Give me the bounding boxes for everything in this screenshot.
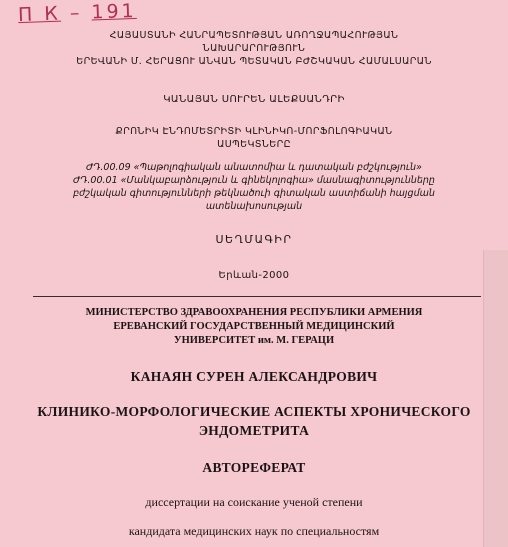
armenian-title-line2: ԱՍՊԵԿՏՆԵՐԸ xyxy=(217,139,291,150)
handwritten-catalog-code xyxy=(18,0,137,26)
armenian-title-line1: ՔՐՈՆԻԿ ԷՆԴՈՄԵՏՐԻՏԻ ԿԼԻՆԻԿՈ-ՄՈՐՖՈԼՈԳԻԱԿԱՆ xyxy=(115,126,393,137)
russian-title-line2: ЭНДОМЕТРИТА xyxy=(198,423,310,438)
armenian-ministry-line1: ՀԱՅԱՍՏԱՆԻ ՀԱՆՐԱՊԵՏՈՒԹՅԱՆ ԱՌՈՂՋԱՊԱՀՈՒԹՅԱՆ xyxy=(109,30,399,41)
handwritten-number: 191 xyxy=(91,0,138,24)
handwritten-prefix: П К xyxy=(17,2,62,27)
russian-ministry: МИНИСТЕРСТВО ЗДРАВООХРАНЕНИЯ РЕСПУБЛИКИ АРМЕНИЯ xyxy=(85,307,423,318)
armenian-abstract-label: ՍԵՂՄԱԳԻՐ xyxy=(215,233,293,246)
russian-dissertation-line: диссертации на соискание ученой степени xyxy=(145,495,363,509)
russian-author-name: КАНАЯН СУРЕН АЛЕКСАНДРОВИЧ xyxy=(130,369,378,384)
armenian-city-year: Երևան-2000 xyxy=(218,270,290,281)
armenian-specialty-line3: բժշկական գիտությունների թեկնածուի գիտական աստիճանի հայցման xyxy=(73,188,435,199)
russian-university-line1: ЕРЕВАНСКИЙ ГОСУДАРСТВЕННЫЙ МЕДИЦИНСКИЙ xyxy=(113,321,395,332)
armenian-university: ԵՐԵՎԱՆԻ Մ. ՀԵՐԱՑՈՒ ԱՆՎԱՆ ՊԵՏԱԿԱՆ ԲԺՇԿԱԿԱՆ ՀԱՄԱԼՍԱՐԱՆ xyxy=(76,56,432,67)
russian-abstract-label: АВТОРЕФЕРАТ xyxy=(202,460,306,475)
russian-degree-line: кандидата медицинских наук по специальностям xyxy=(128,524,380,538)
section-divider xyxy=(33,296,481,297)
armenian-specialty-line1: ԺԴ.00.09 «Պաթոլոգիական անատոմիա և դատական բժշկություն» xyxy=(86,162,422,173)
russian-university-line2: УНИВЕРСИТЕТ им. М. ГЕРАЦИ xyxy=(173,335,335,346)
armenian-author-name: ԿԱՆԱՅԱՆ ՍՈՒՐԵՆ ԱԼԵՔՍԱՆԴՐԻ xyxy=(163,94,345,105)
armenian-specialty-line4: ատենախոսության xyxy=(205,201,303,212)
armenian-ministry-line2: ՆԱԽԱՐԱՐՈՒԹՅՈՒՆ xyxy=(202,43,306,54)
russian-title-line1: КЛИНИКО-МОРФОЛОГИЧЕСКИЕ АСПЕКТЫ ХРОНИЧЕСКОГО xyxy=(37,404,471,419)
armenian-specialty-line2: ԺԴ.00.01 «Մանկաբարձություն և գինեկոլոգիա» մասնագիտությունները xyxy=(73,175,435,186)
handwritten-dash: – xyxy=(69,1,83,25)
